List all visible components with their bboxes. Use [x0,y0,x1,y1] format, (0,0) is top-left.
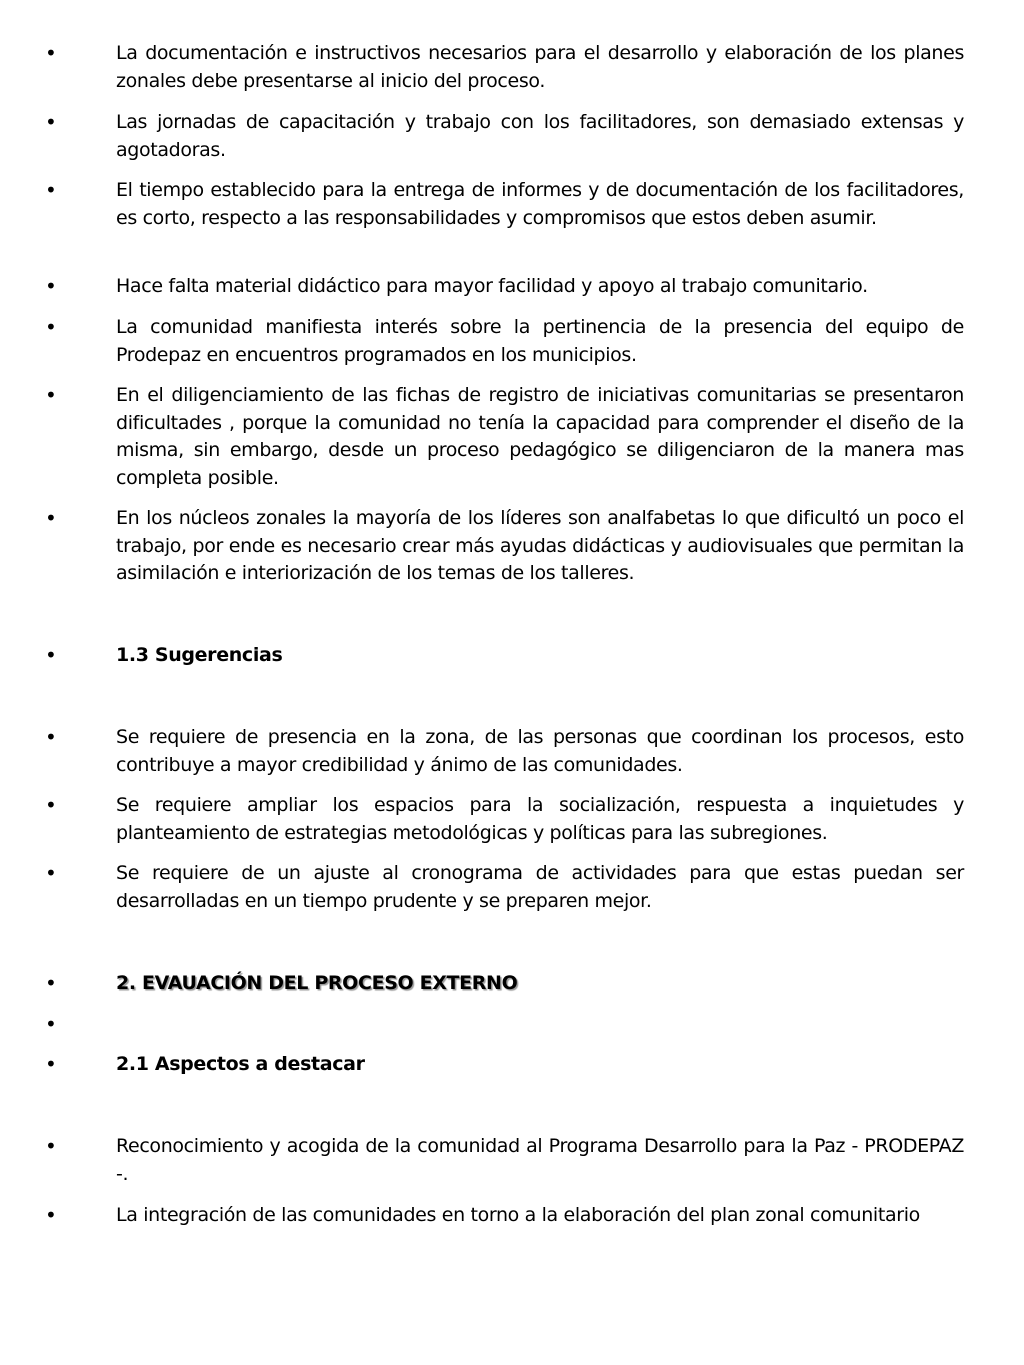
bullet-icon: • [45,1134,57,1158]
heading-sugerencias: 1.3 Sugerencias [116,644,283,666]
list-item-text: El tiempo establecido para la entrega de informes y de documentación de los facilitadores, es corto, respecto a las responsabilidades y compromisos que estos deben asumir. [116,179,964,229]
bullet-icon: • [45,41,57,65]
heading-aspectos: 2.1 Aspectos a destacar [116,1053,365,1075]
bullet-icon: • [45,315,57,339]
list-item-text: Reconocimiento y acogida de la comunidad al Programa Desarrollo para la Paz - PRODEPAZ -. [116,1135,964,1185]
list-item-text: Se requiere de un ajuste al cronograma de actividades para que estas puedan ser desarrolladas en un tiempo prudente y se preparen mejor. [116,862,964,912]
list-item-text: Las jornadas de capacitación y trabajo con los facilitadores, son demasiado extensas y agotadoras. [116,111,964,161]
list-item-text: La integración de las comunidades en torno a la elaboración del plan zonal comunitario [116,1204,920,1226]
bullet-icon: • [45,643,57,667]
bullet-icon: • [45,110,57,134]
list-item-text: En los núcleos zonales la mayoría de los líderes son analfabetas lo que dificultó un poco el trabajo, por ende es necesario crear más ayudas didácticas y audiovisuales que permitan la asimilación e interiorización de los temas de los talleres. [116,507,964,584]
bullet-icon: • [45,793,57,817]
bullet-icon: • [45,1012,57,1036]
list-item-text: La documentación e instructivos necesarios para el desarrollo y elaboración de los planes zonales debe presentarse al inicio del proceso. [116,42,964,92]
bullet-icon: • [45,1052,57,1076]
bullet-icon: • [45,861,57,885]
list-item-text: Se requiere de presencia en la zona, de las personas que coordinan los procesos, esto contribuye a mayor credibilidad y ánimo de las comunidades. [116,726,964,776]
bullet-icon: • [45,506,57,530]
bullet-icon: • [45,971,57,995]
bullet-icon: • [45,178,57,202]
list-item-text: La comunidad manifiesta interés sobre la pertinencia de la presencia del equipo de Prodepaz en encuentros programados en los municipios. [116,316,964,366]
list-item-text: En el diligenciamiento de las fichas de registro de iniciativas comunitarias se presentaron dificultades , porque la comunidad no tenía la capacidad para comprender el diseño de la misma, sin embargo, desde un proceso pedagógico se diligenciaron de la manera mas completa posible. [116,384,964,489]
bullet-icon: • [45,725,57,749]
bullet-icon: • [45,1203,57,1227]
list-item-text: Hace falta material didáctico para mayor facilidad y apoyo al trabajo comunitario. [116,275,868,297]
bullet-icon: • [45,383,57,407]
list-item-text: Se requiere ampliar los espacios para la socialización, respuesta a inquietudes y planteamiento de estrategias metodológicas y políticas para las subregiones. [116,794,964,844]
bullet-icon: • [45,274,57,298]
heading-evaluacion-externo: 2. EVAUACIÓN DEL PROCESO EXTERNO [116,972,518,994]
